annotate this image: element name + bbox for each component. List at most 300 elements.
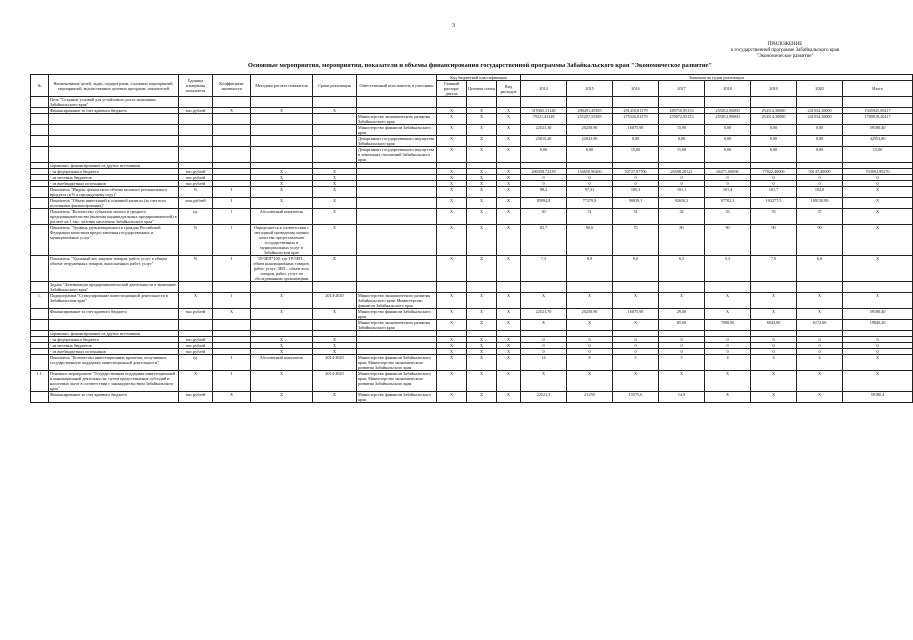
table-row	[31, 256, 913, 282]
cell-coef: 1	[213, 198, 251, 209]
cell-code: Х	[497, 175, 521, 181]
table-row	[31, 125, 913, 136]
cell-code: Х	[467, 320, 497, 331]
appendix-line: ПРИЛОЖЕНИЕ	[767, 42, 803, 47]
cell-code: Х	[467, 355, 497, 371]
cell-year-value: 0,00	[751, 147, 797, 163]
cell-year-value: 0,00	[751, 136, 797, 147]
header-year: 2017	[659, 81, 705, 97]
table-row	[31, 293, 913, 309]
cell-year-value: 83,7	[521, 225, 567, 256]
cell-year-value: 254114,30000	[751, 114, 797, 125]
cell-name: Финансирование за счет краевого бюджета	[49, 309, 179, 320]
cell-year-value: 200458,72239	[521, 169, 567, 175]
cell-year-value: 0,00	[613, 136, 659, 147]
table-row	[31, 147, 913, 163]
cell-code: Х	[467, 349, 497, 355]
cell-year-value: 0	[613, 343, 659, 349]
cell-num	[31, 225, 49, 256]
cell-period: Х	[313, 225, 357, 256]
cell-year-value: Х	[613, 293, 659, 309]
cell-year-value: 0	[797, 343, 843, 349]
cell-year-value	[567, 97, 613, 108]
cell-year-value: 0	[797, 175, 843, 181]
cell-year-value: 0,00	[567, 147, 613, 163]
cell-code: Х	[437, 198, 467, 209]
cell-year-value: 80	[659, 225, 705, 256]
cell-code: Х	[467, 175, 497, 181]
cell-code: Х	[497, 293, 521, 309]
cell-period: Х	[313, 198, 357, 209]
cell-year-value: 97702,3	[705, 198, 751, 209]
cell-name: Задача "Активизация предпринимательской деятельности в экономике Забайкальского края"	[49, 282, 179, 293]
cell-year-value	[797, 282, 843, 293]
cell-year-value: 5,3	[705, 256, 751, 282]
cell-executor	[357, 97, 437, 108]
cell-year-value: 100,3	[613, 187, 659, 198]
cell-year-value: 0,00	[705, 147, 751, 163]
cell-year-value: Х	[613, 371, 659, 392]
cell-total: Х	[843, 293, 913, 309]
cell-year-value: 0,00	[751, 125, 797, 136]
header-year: 2016	[613, 81, 659, 97]
cell-name: - из внебюджетных источников	[49, 349, 179, 355]
cell-num	[31, 125, 49, 136]
cell-coef	[213, 97, 251, 108]
table-row	[31, 198, 913, 209]
cell-executor: Министерство финансов Забайкальского края	[357, 309, 437, 320]
cell-code: Х	[467, 225, 497, 256]
cell-period	[313, 136, 357, 147]
cell-year-value: 0,00	[705, 136, 751, 147]
cell-code	[497, 282, 521, 293]
cell-executor	[357, 225, 437, 256]
cell-year-value: 101,7	[751, 187, 797, 198]
cell-executor: Министерство финансов Забайкальского края	[357, 392, 437, 403]
cell-method: Х	[251, 309, 313, 320]
cell-total: 15,00	[843, 147, 913, 163]
cell-total: 42553,80	[843, 136, 913, 147]
cell-year-value: 0	[705, 349, 751, 355]
header-unit: Единица измерения показателя	[179, 75, 213, 97]
cell-code: Х	[467, 147, 497, 163]
cell-coef	[213, 147, 251, 163]
cell-name: Показатель "Индекс физического объема валового регионального продукта (в % к предыдущему году)"	[49, 187, 179, 198]
cell-coef: Х	[213, 309, 251, 320]
table-row	[31, 187, 913, 198]
cell-period: Х	[313, 349, 357, 355]
cell-period: 2014-2020	[313, 355, 357, 371]
cell-code: Х	[437, 169, 467, 175]
cell-year-value: 50727,97700	[613, 169, 659, 175]
cell-num	[31, 198, 49, 209]
cell-method: Определяется в соответствии с методикой проведения оценки качества предоставления государственных и муниципальных услуг в Забайкальском крае	[251, 225, 313, 256]
cell-year-value: 16075,90	[613, 309, 659, 320]
table-body	[31, 97, 913, 403]
cell-code: Х	[437, 392, 467, 403]
cell-year-value: 0	[751, 349, 797, 355]
cell-coef	[213, 125, 251, 136]
table-row	[31, 136, 913, 147]
cell-year-value	[705, 282, 751, 293]
cell-year-value: 14	[521, 355, 567, 371]
cell-year-value: 0	[613, 337, 659, 343]
cell-year-value: 0	[659, 337, 705, 343]
cell-year-value: 0	[659, 181, 705, 187]
cell-num	[31, 256, 49, 282]
cell-code: Х	[497, 169, 521, 175]
cell-period: Х	[313, 343, 357, 349]
header-code: Целевая статья	[467, 81, 497, 97]
cell-executor: Министерство экономического развития Забайкальского края	[357, 114, 437, 125]
cell-num	[31, 309, 49, 320]
cell-name	[49, 136, 179, 147]
cell-year-value: 0	[659, 343, 705, 349]
cell-method	[251, 282, 313, 293]
cell-code: Х	[437, 355, 467, 371]
cell-year-value: 5	[659, 355, 705, 371]
cell-year-value: 101,1	[659, 187, 705, 198]
cell-year-value: 14,9	[659, 392, 705, 403]
program-table-wrapper	[30, 74, 891, 634]
table-row	[31, 355, 913, 371]
cell-num	[31, 355, 49, 371]
cell-year-value: 102,0	[797, 187, 843, 198]
cell-year-value: Х	[521, 293, 567, 309]
cell-year-value: Х	[751, 309, 797, 320]
cell-year-value: Х	[659, 293, 705, 309]
cell-year-value: 7000,00	[705, 320, 751, 331]
cell-year-value: Х	[705, 293, 751, 309]
cell-code: Х	[437, 175, 467, 181]
cell-year-value: 9,0	[613, 256, 659, 282]
header-period: Сроки реализации	[313, 75, 357, 97]
cell-year-value	[659, 97, 705, 108]
cell-year-value: 254114,30000	[751, 108, 797, 114]
cell-method: Х	[251, 175, 313, 181]
cell-executor	[357, 187, 437, 198]
cell-year-value	[521, 282, 567, 293]
cell-total: 59180,40	[843, 309, 913, 320]
cell-year-value: 0	[797, 181, 843, 187]
cell-coef: 1	[213, 187, 251, 198]
cell-year-value: 291410,81579	[613, 108, 659, 114]
cell-year-value: 6172,00	[797, 320, 843, 331]
cell-year-value: 6,8	[797, 256, 843, 282]
cell-year-value: 0	[521, 337, 567, 343]
cell-period: Х	[313, 209, 357, 225]
cell-year-value: 0	[567, 349, 613, 355]
cell-total: Х	[843, 209, 913, 225]
cell-total: 0	[843, 337, 913, 343]
cell-period	[313, 114, 357, 125]
cell-code: Х	[437, 371, 467, 392]
header-year: 2020	[797, 81, 843, 97]
cell-executor	[357, 256, 437, 282]
cell-name: Основное мероприятие "Государственная поддержка инвестиционной и инновационной деятельности, путем предоставления субсидий и налоговых льгот в соответствии с законодательством Забайкальского края"	[49, 371, 179, 392]
header-executor: Ответственный исполнитель и участники	[357, 75, 437, 97]
header-coef: Коэффициент значимости	[213, 75, 251, 97]
cell-year-value: 0	[521, 343, 567, 349]
cell-year-value	[659, 282, 705, 293]
cell-coef	[213, 114, 251, 125]
cell-year-value: 79321,41128	[521, 114, 567, 125]
cell-unit: тыс.рублей	[179, 337, 213, 343]
cell-unit: ед.	[179, 209, 213, 225]
cell-coef	[213, 320, 251, 331]
header-year: 2015	[567, 81, 613, 97]
cell-year-value: Х	[751, 392, 797, 403]
cell-total: 1945925,69417	[843, 108, 913, 114]
cell-name: Цель "Создание условий для устойчивого роста экономики Забайкальского края"	[49, 97, 179, 108]
cell-code: Х	[437, 136, 467, 147]
cell-executor: Департамент государственного имущества и земельных отношений Забайкальского края	[357, 147, 437, 163]
header-year: 2018	[705, 81, 751, 97]
cell-year-value: 0	[613, 175, 659, 181]
cell-code: Х	[497, 320, 521, 331]
cell-unit	[179, 97, 213, 108]
cell-year-value: 0,00	[797, 136, 843, 147]
cell-executor: Министерство финансов Забайкальского края; Министерство экономического развития Забайкальского края	[357, 371, 437, 392]
cell-year-value: 31	[613, 209, 659, 225]
cell-year-value: 0	[797, 337, 843, 343]
cell-year-value: 0	[705, 337, 751, 343]
cell-year-value: 26508,20121	[659, 169, 705, 175]
cell-method	[251, 147, 313, 163]
cell-year-value: 31	[567, 209, 613, 225]
cell-year-value: 0	[797, 349, 843, 355]
cell-code: Х	[497, 209, 521, 225]
cell-year-value: 66371,00000	[705, 169, 751, 175]
cell-total: 0	[843, 349, 913, 355]
cell-year-value: 29,00	[659, 309, 705, 320]
cell-year-value: 7,3	[521, 256, 567, 282]
table-row	[31, 225, 913, 256]
cell-year-value: 0,00	[797, 125, 843, 136]
cell-year-value: 0	[751, 175, 797, 181]
cell-year-value: 7,0	[751, 256, 797, 282]
cell-total: 1780018,20417	[843, 114, 913, 125]
cell-year-value: Х	[567, 293, 613, 309]
header-code: Главный распоря-дитель	[437, 81, 467, 97]
cell-executor	[357, 198, 437, 209]
cell-year-value: 285710,95153	[659, 108, 705, 114]
cell-period	[313, 320, 357, 331]
cell-period	[313, 147, 357, 163]
cell-year-value: 15,90	[659, 125, 705, 136]
header-codes-group: Код бюджетной классификации	[437, 75, 521, 81]
header-code: Вид расходов	[497, 81, 521, 97]
table-row	[31, 282, 913, 293]
cell-name: - из внебюджетных источников	[49, 181, 179, 187]
cell-unit: тыс.рублей	[179, 175, 213, 181]
cell-year-value: 22521,70	[521, 309, 567, 320]
cell-code: Х	[437, 209, 467, 225]
cell-total: 0	[843, 175, 913, 181]
cell-method: Х	[251, 392, 313, 403]
appendix-line: к государственной программе Забайкальского края	[730, 48, 840, 53]
cell-name: Подпрограмма "Стимулирование инвестиционной деятельности в Забайкальском крае"	[49, 293, 179, 309]
cell-unit	[179, 282, 213, 293]
cell-code: Х	[437, 343, 467, 349]
cell-coef: 1	[213, 355, 251, 371]
cell-year-value: 77822,40000	[751, 169, 797, 175]
cell-unit: тыс.рублей	[179, 181, 213, 187]
header-method: Методика расчета показателя	[251, 75, 313, 97]
cell-year-value: 4	[705, 355, 751, 371]
table-row	[31, 97, 913, 108]
cell-coef: 1	[213, 293, 251, 309]
cell-year-value: 0	[705, 181, 751, 187]
cell-code: Х	[467, 371, 497, 392]
cell-code: Х	[467, 114, 497, 125]
cell-name: справочно: финансирование из других источников	[49, 331, 179, 337]
cell-year-value: 0	[751, 181, 797, 187]
cell-total: Х	[843, 355, 913, 371]
header-year: 2019	[751, 81, 797, 97]
appendix-line: "Экономическое развитие"	[756, 54, 814, 59]
table-row	[31, 371, 913, 392]
cell-method: Х	[251, 169, 313, 175]
cell-year-value: 298491,45585	[567, 108, 613, 114]
cell-code: Х	[467, 343, 497, 349]
cell-year-value: 0	[705, 343, 751, 349]
cell-year-value: 8	[567, 355, 613, 371]
table-row	[31, 392, 913, 403]
cell-num: 1.	[31, 293, 49, 309]
cell-year-value: Х	[705, 309, 751, 320]
cell-code: Х	[437, 293, 467, 309]
cell-period: 2014-2020	[313, 293, 357, 309]
cell-year-value	[705, 97, 751, 108]
cell-period: 2014-2020	[313, 371, 357, 392]
cell-period: Х	[313, 309, 357, 320]
cell-code: Х	[437, 125, 467, 136]
cell-code: Х	[467, 169, 497, 175]
cell-total	[843, 97, 913, 108]
cell-total: 59180,4	[843, 392, 913, 403]
cell-num	[31, 282, 49, 293]
header-total: Итого	[843, 81, 913, 97]
cell-year-value: Х	[705, 371, 751, 392]
cell-coef: 1	[213, 371, 251, 392]
cell-code: Х	[497, 392, 521, 403]
cell-executor	[357, 282, 437, 293]
cell-year-value: 92650,2	[659, 198, 705, 209]
cell-executor: Министерство финансов Забайкальского края	[357, 125, 437, 136]
cell-year-value: 32	[659, 209, 705, 225]
appendix-note	[690, 42, 880, 60]
cell-year-value: 0	[705, 175, 751, 181]
cell-period	[313, 282, 357, 293]
cell-year-value: Х	[751, 371, 797, 392]
cell-year-value: 22521,30	[521, 125, 567, 136]
cell-year-value: 90039,1	[613, 198, 659, 209]
cell-name: Финансирование за счет краевого бюджета	[49, 392, 179, 403]
cell-year-value: Х	[797, 392, 843, 403]
cell-year-value: 77379,8	[567, 198, 613, 209]
cell-unit: тыс.рублей	[179, 108, 213, 114]
cell-unit: %	[179, 225, 213, 256]
cell-code: Х	[437, 349, 467, 355]
cell-total	[843, 282, 913, 293]
cell-period	[313, 97, 357, 108]
cell-name	[49, 114, 179, 125]
cell-name: Показатель "Объем инвестиций в основной капитал (за счет всех источников финансирования)"	[49, 198, 179, 209]
cell-unit	[179, 125, 213, 136]
cell-year-value: 255812,90000	[705, 114, 751, 125]
cell-num	[31, 320, 49, 331]
cell-period: Х	[313, 181, 357, 187]
cell-unit: ед.	[179, 355, 213, 371]
cell-year-value	[521, 97, 567, 108]
cell-code	[467, 97, 497, 108]
cell-code: Х	[497, 187, 521, 198]
cell-name: Финансирование за счет краевого бюджета	[49, 108, 179, 114]
cell-coef: Х	[213, 108, 251, 114]
cell-coef: Х	[213, 392, 251, 403]
table-row	[31, 309, 913, 320]
cell-coef	[213, 136, 251, 147]
cell-name: Показатель "Количество субъектов малого и среднего предпринимательства (включая индивидуальных предпринимателей) в расчете на 1 тыс. человек населения Забайкальского края"	[50, 209, 177, 224]
cell-year-value: 15,00	[613, 147, 659, 163]
cell-code: Х	[497, 371, 521, 392]
cell-year-value: Х	[797, 309, 843, 320]
cell-method	[251, 97, 313, 108]
cell-year-value: 319365,31128	[521, 108, 567, 114]
cell-method: Абсолютный показатель	[251, 209, 313, 225]
cell-year-value: 8,9	[567, 256, 613, 282]
cell-method: Х	[251, 349, 313, 355]
cell-year-value: Х	[659, 371, 705, 392]
cell-year-value: 0,00	[521, 147, 567, 163]
cell-code: Х	[437, 337, 467, 343]
cell-method: Х	[251, 108, 313, 114]
cell-executor	[357, 209, 437, 225]
header-years-group: Значения по годам реализации	[521, 75, 913, 81]
cell-unit: тыс.рублей	[179, 309, 213, 320]
cell-year-value: Х	[613, 320, 659, 331]
cell-code: Х	[467, 181, 497, 187]
cell-year-value: 6043,00	[751, 320, 797, 331]
cell-code: Х	[497, 343, 521, 349]
cell-code: Х	[497, 349, 521, 355]
cell-year-value: 0	[751, 337, 797, 343]
cell-name: Показатель "Уровень удовлетворенности граждан Российской Федерации качеством предоставления государственных и муниципальных услуг"	[49, 225, 179, 256]
cell-num: 1.1.	[31, 371, 49, 392]
cell-year-value: 0	[567, 337, 613, 343]
cell-year-value: 241034,10000	[797, 108, 843, 114]
cell-year-value: 20250,90	[567, 309, 613, 320]
cell-coef: 1	[213, 256, 251, 282]
cell-num	[31, 136, 49, 147]
cell-code: Х	[437, 181, 467, 187]
cell-total: Х	[843, 256, 913, 282]
cell-num	[31, 114, 49, 125]
cell-name: - из местных бюджетов	[49, 343, 179, 349]
cell-year-value: 0	[567, 343, 613, 349]
cell-num	[31, 187, 49, 198]
cell-period: Х	[313, 175, 357, 181]
cell-period: Х	[313, 337, 357, 343]
cell-code: Х	[497, 147, 521, 163]
cell-coef: 1	[213, 225, 251, 256]
program-table	[30, 74, 913, 403]
cell-name: Показатель "Удельный вес закупок товаров, работ, услуг в общем объеме отгруженных товаров, выполненных работ, услуг"	[49, 256, 179, 282]
cell-code: Х	[467, 256, 497, 282]
cell-unit: %	[179, 187, 213, 198]
cell-year-value: 16075,90	[613, 125, 659, 136]
